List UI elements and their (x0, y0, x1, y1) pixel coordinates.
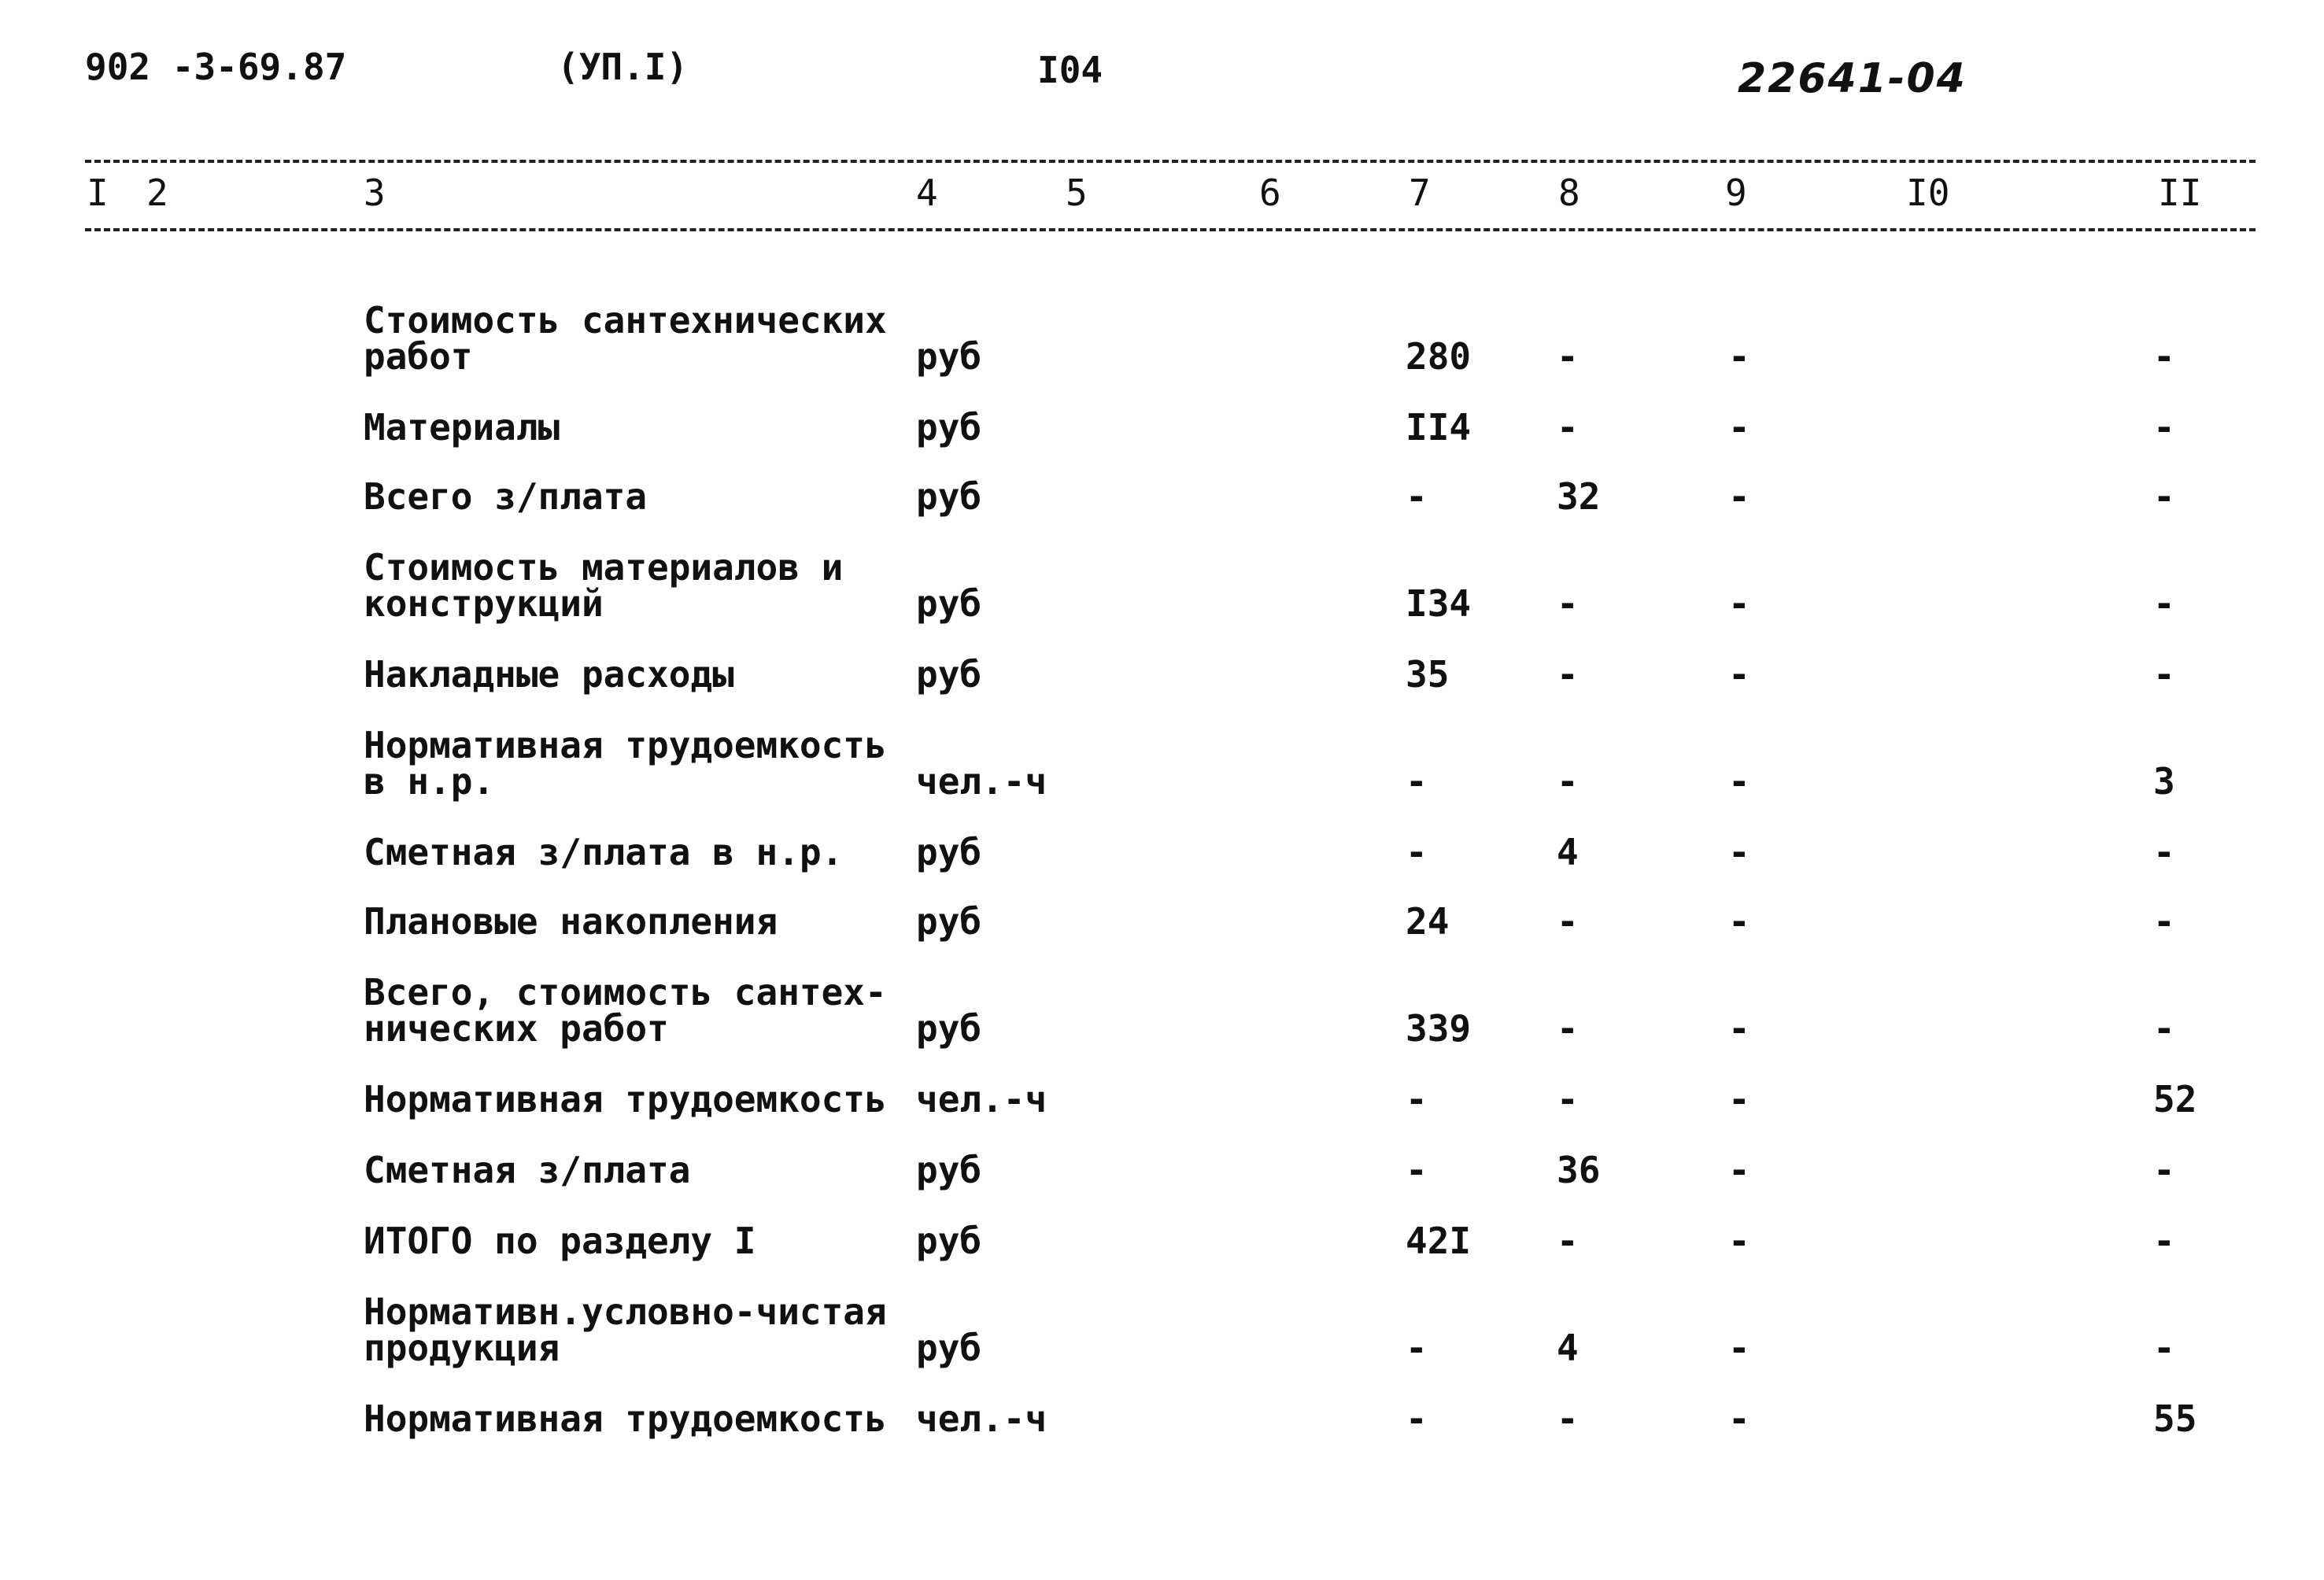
col11-value: - (2153, 1327, 2175, 1369)
col7-value: II4 (1406, 406, 1472, 449)
item-name-line: Стоимость материалов и (364, 546, 844, 589)
header-rule-top (85, 160, 2256, 163)
unit-cell: руб (916, 1007, 982, 1050)
col9-value: - (1728, 1327, 1750, 1369)
col7-value: - (1406, 1149, 1428, 1191)
col7-value: 24 (1406, 900, 1450, 943)
col8-value: - (1557, 582, 1579, 625)
col9-value: - (1728, 760, 1750, 803)
column-number-9: 9 (1725, 172, 1747, 214)
item-name-line: ИТОГО по разделу I (364, 1220, 756, 1262)
column-number-10: I0 (1906, 172, 1950, 214)
item-name-line: Нормативн.условно-чистая (364, 1290, 887, 1333)
unit-cell: руб (916, 582, 982, 625)
col11-value: - (2153, 1220, 2175, 1262)
unit-cell: руб (916, 1220, 982, 1262)
column-number-5: 5 (1066, 172, 1088, 214)
col9-value: - (1728, 335, 1750, 378)
item-name-line: продукция (364, 1327, 560, 1369)
section-label: (УП.I) (557, 46, 689, 88)
col11-value: - (2153, 582, 2175, 625)
unit-cell: руб (916, 831, 982, 873)
page-number: I04 (1037, 49, 1103, 91)
col8-value: 4 (1557, 1327, 1579, 1369)
unit-cell: руб (916, 335, 982, 378)
col8-value: 4 (1557, 831, 1579, 873)
unit-cell: чел.-ч (916, 1078, 1047, 1120)
item-name-line: Нормативная трудоемкость (364, 1397, 887, 1440)
item-name-line: Сметная з/плата в н.р. (364, 831, 844, 873)
col8-value: 32 (1557, 475, 1601, 518)
item-name-line: работ (364, 335, 473, 378)
item-name (364, 1397, 887, 1440)
item-name (364, 546, 844, 625)
unit-cell: чел.-ч (916, 760, 1047, 803)
col8-value: - (1557, 335, 1579, 378)
item-name-line: Всего з/плата (364, 475, 648, 518)
unit-cell: руб (916, 406, 982, 449)
col8-value: - (1557, 1397, 1579, 1440)
col9-value: - (1728, 1397, 1750, 1440)
col7-value: - (1406, 1397, 1428, 1440)
col11-value: - (2153, 900, 2175, 943)
unit-cell: руб (916, 1149, 982, 1191)
item-name-line: Нормативная трудоемкость (364, 724, 887, 766)
col8-value: - (1557, 1007, 1579, 1050)
item-name (364, 971, 887, 1050)
item-name-line: Нормативная трудоемкость (364, 1078, 887, 1120)
col8-value: - (1557, 406, 1579, 449)
item-name-line: конструкций (364, 582, 604, 625)
col11-value: 3 (2153, 760, 2175, 803)
column-number-7: 7 (1409, 172, 1431, 214)
col7-value: 42I (1406, 1220, 1472, 1262)
item-name (364, 831, 844, 873)
unit-cell: руб (916, 653, 982, 696)
item-name (364, 900, 778, 943)
col9-value: - (1728, 653, 1750, 696)
column-number-6: 6 (1259, 172, 1281, 214)
col7-value: 35 (1406, 653, 1450, 696)
col8-value: - (1557, 900, 1579, 943)
col9-value: - (1728, 406, 1750, 449)
item-name (364, 653, 734, 696)
col11-value: - (2153, 831, 2175, 873)
col11-value: 52 (2153, 1078, 2197, 1120)
col7-value: - (1406, 831, 1428, 873)
header-rule-bottom (85, 228, 2256, 231)
col9-value: - (1728, 1149, 1750, 1191)
col9-value: - (1728, 1007, 1750, 1050)
col8-value: 36 (1557, 1149, 1601, 1191)
item-name-line: Материалы (364, 406, 560, 449)
item-name (364, 1078, 887, 1120)
column-number-11: II (2158, 172, 2202, 214)
unit-cell: чел.-ч (916, 1397, 1047, 1440)
col8-value: - (1557, 653, 1579, 696)
item-name-line: Всего, стоимость сантех- (364, 971, 887, 1013)
col7-value: 280 (1406, 335, 1472, 378)
item-name (364, 1220, 756, 1262)
col9-value: - (1728, 1220, 1750, 1262)
item-name-line: Сметная з/плата (364, 1149, 691, 1191)
item-name (364, 299, 887, 378)
item-name-line: Стоимость сантехнических (364, 299, 887, 341)
archive-stamp: 22641-04 (1738, 55, 1967, 102)
col7-value: - (1406, 1078, 1428, 1120)
item-name-line: нических работ (364, 1007, 669, 1050)
unit-cell: руб (916, 900, 982, 943)
item-name (364, 406, 560, 449)
item-name-line: Плановые накопления (364, 900, 778, 943)
item-name (364, 475, 648, 518)
col9-value: - (1728, 900, 1750, 943)
col11-value: - (2153, 406, 2175, 449)
col11-value: - (2153, 653, 2175, 696)
column-number-4: 4 (916, 172, 938, 214)
col7-value: - (1406, 1327, 1428, 1369)
item-name-line: Накладные расходы (364, 653, 734, 696)
col7-value: I34 (1406, 582, 1472, 625)
col8-value: - (1557, 1220, 1579, 1262)
column-number-8: 8 (1558, 172, 1580, 214)
col11-value: - (2153, 1007, 2175, 1050)
col11-value: - (2153, 475, 2175, 518)
col7-value: - (1406, 760, 1428, 803)
col9-value: - (1728, 582, 1750, 625)
column-number-3: 3 (364, 172, 386, 214)
col7-value: 339 (1406, 1007, 1472, 1050)
col9-value: - (1728, 1078, 1750, 1120)
item-name (364, 1149, 691, 1191)
col11-value: - (2153, 1149, 2175, 1191)
unit-cell: руб (916, 475, 982, 518)
item-name-line: в н.р. (364, 760, 495, 803)
col9-value: - (1728, 475, 1750, 518)
col8-value: - (1557, 760, 1579, 803)
column-number-1: I (87, 172, 109, 214)
item-name (364, 1290, 887, 1369)
col11-value: 55 (2153, 1397, 2197, 1440)
col11-value: - (2153, 335, 2175, 378)
column-number-2: 2 (146, 172, 168, 214)
unit-cell: руб (916, 1327, 982, 1369)
col8-value: - (1557, 1078, 1579, 1120)
col7-value: - (1406, 475, 1428, 518)
col9-value: - (1728, 831, 1750, 873)
item-name (364, 724, 887, 803)
doc-code: 902 -3-69.87 (85, 46, 347, 88)
